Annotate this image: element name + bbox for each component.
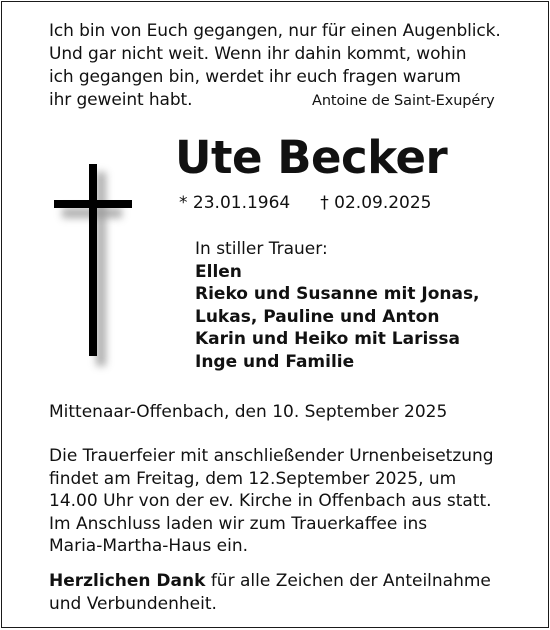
mourner-line: Ellen bbox=[195, 261, 242, 282]
mourning-intro: In stiller Trauer: bbox=[195, 239, 328, 259]
obituary-notice bbox=[1, 1, 549, 628]
funeral-line: findet am Freitag, dem 12.September 2025, um bbox=[49, 468, 457, 489]
funeral-line: Die Trauerfeier mit anschließender Urnenbeisetzung bbox=[49, 446, 494, 466]
poem-line: Und gar nicht weit. Wenn ihr dahin kommt, wohin bbox=[49, 44, 467, 64]
poem-author: Antoine de Saint-Exupéry bbox=[312, 93, 495, 109]
cross-icon bbox=[54, 164, 124, 364]
thanks-rest: für alle Zeichen der Anteilnahme bbox=[205, 571, 491, 591]
funeral-line: Im Anschluss laden wir zum Trauerkaffee ins bbox=[49, 513, 428, 534]
life-dates bbox=[179, 193, 432, 213]
funeral-line: 14.00 Uhr von der ev. Kirche in Offenbach aus statt. bbox=[49, 491, 492, 511]
poem-line bbox=[49, 89, 519, 112]
place-and-date: Mittenaar-Offenbach, den 10. September 2025 bbox=[49, 402, 448, 422]
mourner-line: Inge und Familie bbox=[195, 351, 355, 372]
mourners-list bbox=[195, 261, 480, 374]
deceased-name: Ute Becker bbox=[175, 131, 448, 184]
poem-line: ich gegangen bin, werdet ihr euch fragen warum bbox=[49, 67, 461, 87]
poem-line: Ich bin von Euch gegangen, nur für einen Augenblick. bbox=[49, 21, 501, 41]
funeral-line: Maria-Martha-Haus ein. bbox=[49, 536, 249, 556]
mourner-line: Lukas, Pauline und Anton bbox=[195, 306, 440, 327]
thanks-bold: Herzlichen Dank bbox=[49, 571, 206, 591]
funeral-info bbox=[49, 445, 519, 558]
thanks-block bbox=[49, 570, 519, 615]
thanks-line bbox=[49, 570, 519, 593]
mourner-line: Karin und Heiko mit Larissa bbox=[195, 329, 461, 349]
poem-quote bbox=[49, 20, 519, 112]
thanks-line-2: und Verbundenheit. bbox=[49, 593, 217, 614]
poem-line-text: ihr geweint habt. bbox=[49, 90, 193, 110]
death-date: † 02.09.2025 bbox=[320, 193, 432, 213]
birth-date: * 23.01.1964 bbox=[179, 193, 291, 213]
mourners-block bbox=[195, 238, 480, 373]
mourner-line: Rieko und Susanne mit Jonas, bbox=[195, 284, 480, 304]
